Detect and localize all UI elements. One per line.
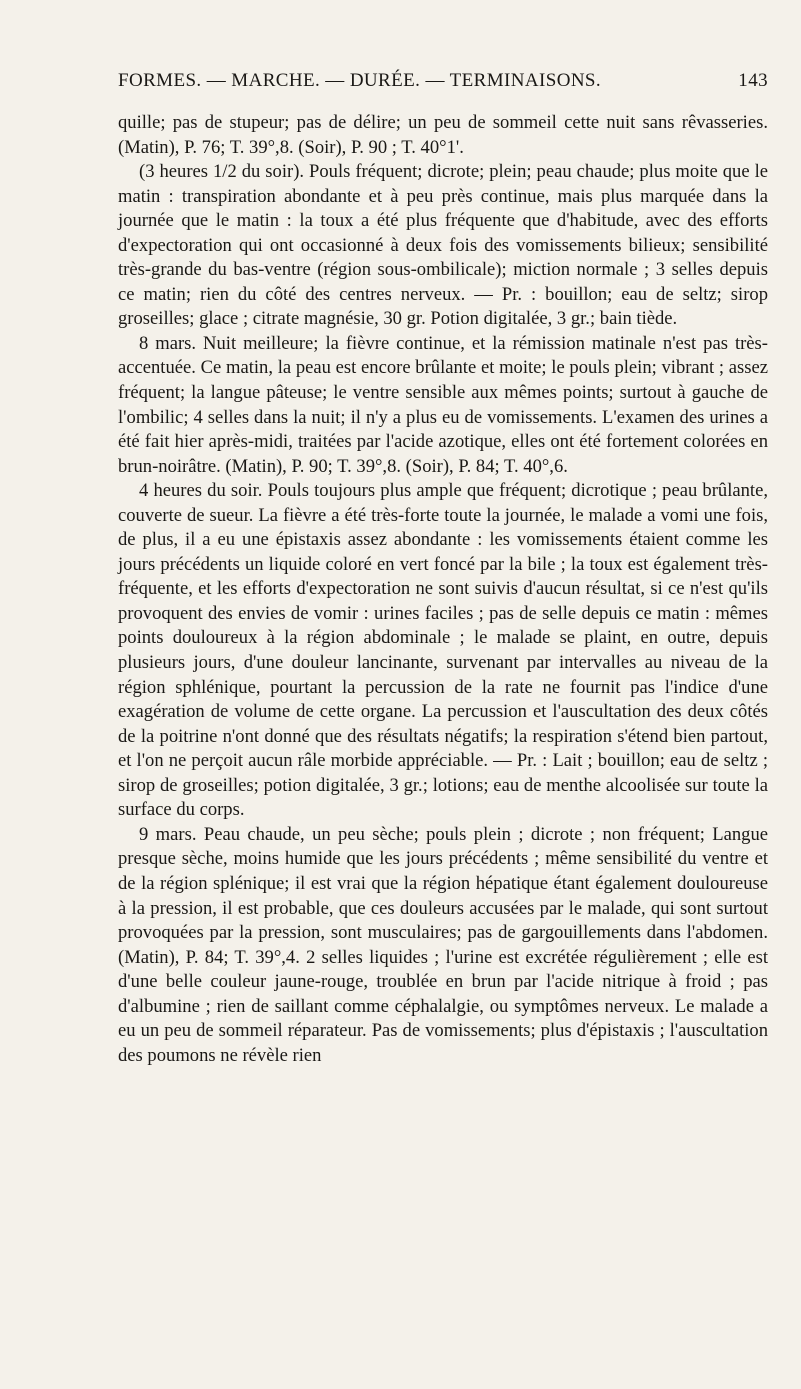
page-number: 143 (738, 70, 768, 91)
running-head (118, 66, 768, 96)
paragraph-march-9: 9 mars. Peau chaude, un peu sèche; pouls plein ; dicrote ; non fréquent; Langue presque sèche, moins humide que les jours précédents ; même sensibilité du ventre et de la région splénique; il est vrai que la région hépatique étant également douloureuse à la pression, il est probable, que ces douleurs accusées par le malade, qui sont surtout provoquées par la pression, sont musculaires; pas de gargouillements dans l'abdomen. (Matin), P. 84; T. 39°,4. 2 selles liquides ; l'urine est excrétée régulièrement ; elle est d'une belle couleur jaune-rouge, troublée en brun par l'acide nitrique à froid ; pas d'albumine ; rien de saillant comme céphalalgie, ou symptômes nerveux. Le malade a eu un peu de sommeil réparateur. Pas de vomissements; plus d'épistaxis ; l'auscultation des poumons ne révèle rien (118, 823, 768, 1066)
paragraph-march-8: 8 mars. Nuit meilleure; la fièvre continue, et la rémission matinale n'est pas très-accentuée. Ce matin, la peau est encore brûlante et moite; le pouls plein; vibrant ; assez fréquent; la langue pâteuse; le ventre sensible aux mêmes points; surtout à gauche de l'ombilic; 4 selles dans la nuit; il n'y a plus eu de vomissements. L'examen des urines a été fait hier après-midi, traitées par l'acide azotique, elles ont été fortement colorées en brun-noirâtre. (Matin), P. 90; T. 39°,8. (Soir), P. 84; T. 40°,6. (118, 332, 768, 477)
paragraph-march-8-evening: 4 heures du soir. Pouls toujours plus ample que fréquent; dicrotique ; peau brûlante, couverte de sueur. La fièvre a été très-forte toute la journée, le malade a vomi une fois, de plus, il a eu une épistaxis assez abondante : les vomissements étaient comme les jours précédents un liquide coloré en vert foncé par la bile ; la toux est également très-fréquente, et les efforts d'expectoration ne sont suivis d'aucun résultat, si ce n'est qu'ils provoquent des envies de vomir : urines faciles ; pas de selle depuis ce matin : mêmes points douloureux à la région abdominale ; le malade se plaint, en outre, depuis plusieurs jours, d'une douleur lancinante, survenant par intervalles au niveau de la région sphlénique, pourtant la percussion de la rate ne fournit pas l'indice d'une exagération de volume de cette organe. La percussion et l'auscultation des deux côtés de la poitrine n'ont donné que des résultats négatifs; la respiration s'étend bien partout, et l'on ne perçoit aucun râle morbide appréciable. — Pr. : Lait ; bouillon; eau de seltz ; sirop de groseilles; potion digitalée, 3 gr.; lotions; eau de menthe alcoolisée sur toute la surface du corps. (118, 480, 768, 821)
running-title: FORMES. — MARCHE. — DURÉE. — TERMINAISONS. (118, 70, 602, 91)
paragraph-evening-report: (3 heures 1/2 du soir). Pouls fréquent; dicrote; plein; peau chaude; plus moite que le matin : transpiration abondante et à peu près continue, mais plus marquée dans la journée que le matin : la toux a été plus fréquente que d'habitude, avec des efforts d'expectoration qui ont occasionné à deux fois des vomissements bilieux; sensibilité très-grande du bas-ventre (région sous-ombilicale); miction normale ; 3 selles depuis ce matin; rien du côté des centres nerveux. — Pr. : bouillon; eau de seltz; sirop groseilles; glace ; citrate magnésie, 30 gr. Potion digitalée, 3 gr.; bain tiède. (118, 161, 768, 330)
paragraph-continuation: quille; pas de stupeur; pas de délire; un peu de sommeil cette nuit sans rêvasseries. (Matin), P. 76; T. 39°,8. (Soir), P. 90 ; T. 40°1'. (118, 112, 768, 158)
body-text (118, 111, 768, 1068)
